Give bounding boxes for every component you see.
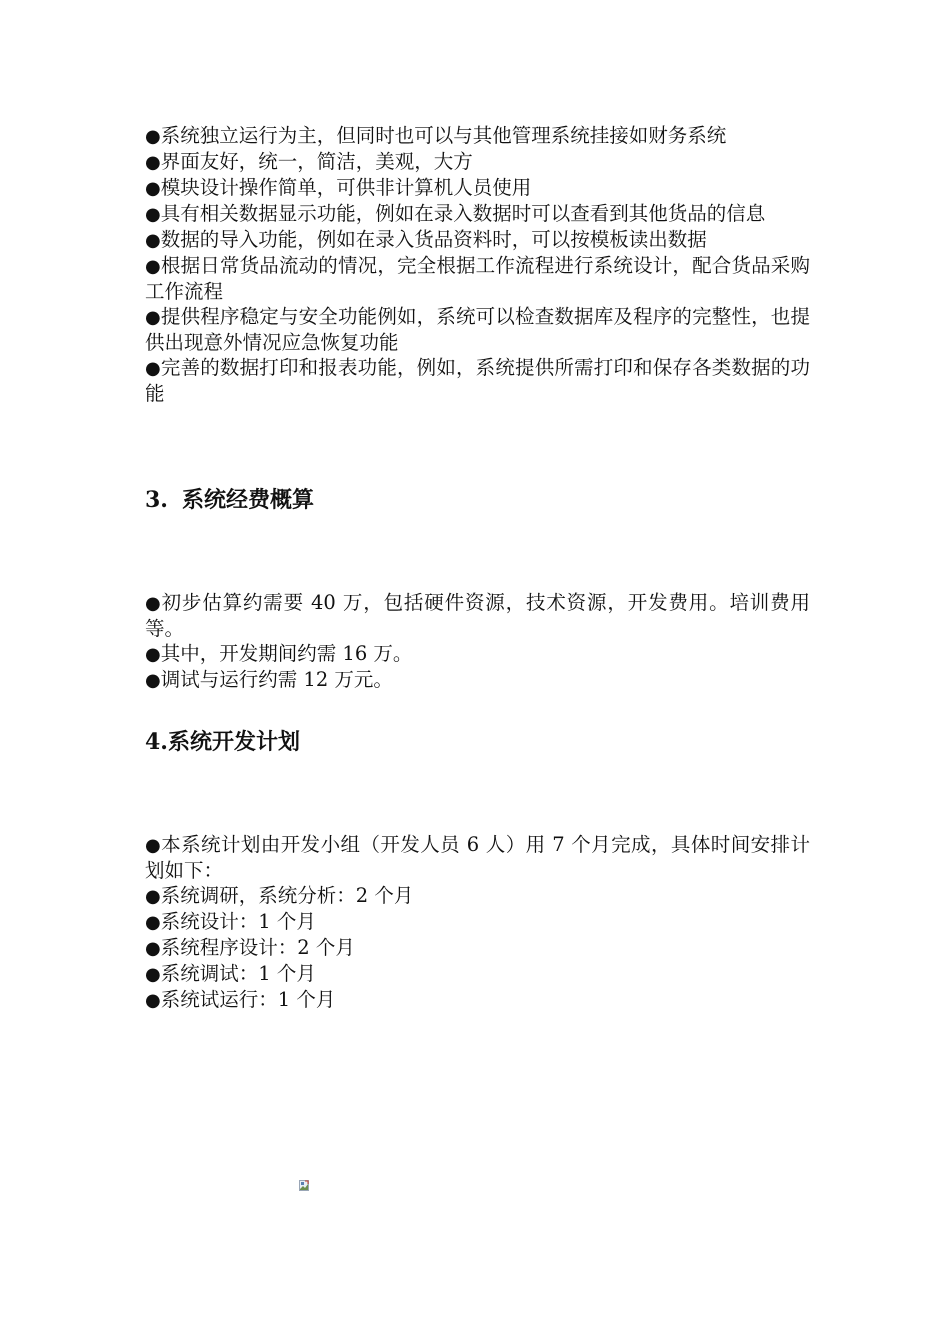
list-item: ●系统程序设计：2 个月: [145, 936, 355, 959]
bullet-icon: ●: [145, 912, 161, 933]
list-item: ●根据日常货品流动的情况，完全根据工作流程进行系统设计，配合货品采购工作流程: [145, 254, 810, 303]
list-item: ●本系统计划由开发小组（开发人员 6 人）用 7 个月完成，具体时间安排计划如下：: [145, 833, 810, 882]
broken-image-icon: [299, 1180, 309, 1191]
bullet-icon: ●: [145, 230, 161, 251]
bullet-icon: ●: [145, 307, 161, 328]
list-item: ●界面友好，统一，简洁，美观，大方: [145, 150, 473, 173]
bullet-icon: ●: [145, 256, 161, 277]
section-3-title: 系统经费概算: [181, 487, 314, 513]
list-item: ●初步估算约需要 40 万，包括硬件资源，技术资源，开发费用。培训费用等。: [145, 591, 810, 640]
list-item: ●系统调研，系统分析：2 个月: [145, 884, 414, 907]
list-item: ●提供程序稳定与安全功能例如，系统可以检查数据库及程序的完整性，也提供出现意外情况应急恢复功能: [145, 305, 810, 354]
section-3-heading: [145, 486, 314, 514]
bullet-icon: ●: [145, 990, 161, 1011]
bullet-icon: ●: [145, 938, 161, 959]
bullet-icon: ●: [145, 178, 161, 199]
bullet-icon: ●: [145, 152, 161, 173]
list-item: ●系统试运行：1 个月: [145, 988, 336, 1011]
bullet-icon: ●: [145, 644, 161, 665]
list-item: ●调试与运行约需 12 万元。: [145, 668, 393, 691]
bullet-icon: ●: [145, 670, 161, 691]
bullet-icon: ●: [145, 886, 161, 907]
bullet-icon: ●: [145, 964, 161, 985]
bullet-icon: ●: [145, 835, 162, 856]
section-4-heading: 4.系统开发计划: [145, 729, 300, 755]
feature-list: [145, 123, 810, 406]
bullet-icon: ●: [145, 358, 161, 379]
bullet-icon: ●: [145, 593, 162, 614]
section-3-number: 3.: [145, 487, 168, 513]
bullet-icon: ●: [145, 204, 161, 225]
list-item: ●完善的数据打印和报表功能，例如，系统提供所需打印和保存各类数据的功能: [145, 356, 810, 405]
list-item: ●系统设计：1 个月: [145, 910, 316, 933]
list-item: ●系统独立运行为主，但同时也可以与其他管理系统挂接如财务系统: [145, 124, 727, 147]
list-item: ●数据的导入功能，例如在录入货品资料时，可以按模板读出数据: [145, 228, 707, 251]
bullet-icon: ●: [145, 126, 161, 147]
list-item: ●具有相关数据显示功能，例如在录入数据时可以查看到其他货品的信息: [145, 202, 766, 225]
list-item: ●系统调试：1 个月: [145, 962, 316, 985]
list-item: ●其中，开发期间约需 16 万。: [145, 642, 413, 665]
budget-list: [145, 590, 810, 693]
list-item: ●模块设计操作简单，可供非计算机人员使用: [145, 176, 532, 199]
plan-list: [145, 832, 810, 1013]
